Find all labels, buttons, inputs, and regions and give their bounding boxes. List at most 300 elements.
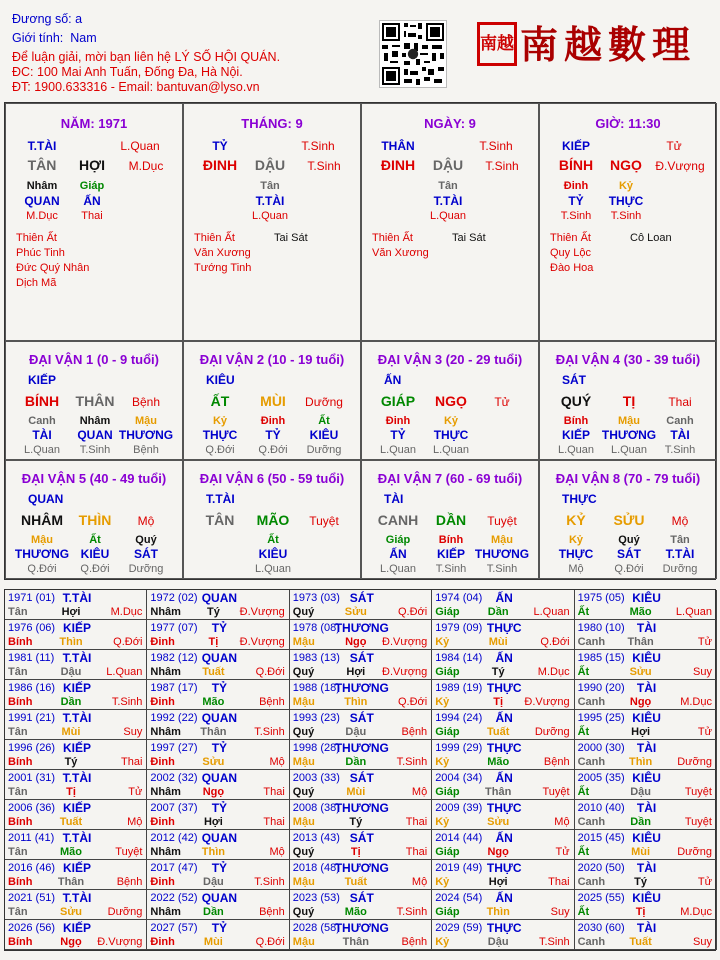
year-label: 1989 (19): [435, 682, 483, 694]
year-cell: [432, 620, 574, 650]
pillar-chi: DẬU: [254, 157, 286, 173]
year-cell: [575, 800, 717, 830]
year-label: 1984 (14): [435, 652, 483, 664]
year-stage: Thai: [263, 786, 285, 798]
dai-van-star: THỰC: [562, 492, 597, 506]
year-chi: Tuất: [629, 936, 652, 948]
year-cell: [290, 830, 432, 860]
hidden-stage: T.Sinh: [560, 210, 592, 222]
year-star: TÀI: [636, 621, 657, 635]
dai-van-stage: Tuyệt: [487, 514, 517, 528]
year-chi: Ngọ: [345, 636, 367, 648]
shen-sha: Đào Hoa: [550, 262, 594, 274]
year-stage: Bệnh: [543, 756, 570, 768]
year-label: 2027 (57): [150, 922, 198, 934]
pillar-can-star-2: L.Quan: [120, 139, 160, 153]
year-can: Mậu: [292, 936, 315, 948]
year-label: 2028 (58): [292, 922, 340, 934]
year-cell: [432, 680, 574, 710]
dai-van-chi: NGỌ: [435, 393, 467, 409]
year-can: Canh: [577, 756, 606, 768]
year-stage: Thai: [405, 816, 428, 828]
year-stage: Mộ: [554, 816, 570, 828]
year-cell: [290, 800, 432, 830]
dai-van-can: BÍNH: [24, 393, 60, 409]
year-can: Mậu: [292, 636, 315, 648]
hidden-stage: Q.Đới: [205, 444, 235, 456]
year-cell: [575, 740, 717, 770]
shen-sha: Văn Xương: [372, 247, 429, 259]
pillar-title: THÁNG: 9: [241, 116, 303, 131]
year-label: 2025 (55): [577, 892, 625, 904]
year-stage: T.Sinh: [396, 906, 428, 918]
year-label: 1985 (15): [577, 652, 625, 664]
year-stage: Suy: [693, 666, 712, 678]
hidden-stem: Mậu: [618, 415, 640, 427]
year-can: Đinh: [150, 696, 175, 708]
year-can: Canh: [577, 876, 606, 888]
year-star: ẤN: [495, 651, 513, 665]
dai-van-can: TÂN: [205, 512, 235, 528]
year-star: KIẾP: [62, 681, 92, 695]
brand-logo-text: 南越數理: [520, 22, 697, 67]
dai-van-chi: DẦN: [435, 512, 467, 528]
pillar-title: NGÀY: 9: [424, 116, 476, 131]
year-label: 1976 (06): [8, 622, 56, 634]
year-cell: [432, 770, 574, 800]
dai-van-star: QUAN: [28, 492, 64, 506]
hidden-star: TỶ: [265, 428, 281, 442]
hidden-stage: Bệnh: [133, 444, 159, 456]
year-star: KIÊU: [632, 771, 661, 785]
year-label: 1994 (24): [435, 712, 483, 724]
hidden-star: TÀI: [32, 428, 52, 442]
hidden-stage: L.Quan: [251, 210, 289, 222]
year-can: Giáp: [435, 906, 460, 918]
dai-van-can: CANH: [377, 512, 419, 528]
hidden-stem: Tân: [260, 180, 280, 192]
year-can: Bính: [8, 936, 33, 948]
year-cell: [575, 860, 717, 890]
year-stage: M.Dục: [110, 606, 143, 618]
year-label: 2029 (59): [435, 922, 483, 934]
year-cell: [5, 860, 147, 890]
year-stage: Mộ: [411, 786, 428, 798]
pillar-chi: DẬU: [432, 157, 464, 173]
year-can: Ất: [577, 846, 590, 858]
year-can: Kỷ: [435, 696, 450, 708]
year-chi: Thân: [627, 636, 654, 648]
year-chi: Tị: [635, 906, 646, 918]
hidden-stage: L.Quan: [379, 444, 417, 456]
year-stage: Đ.Vượng: [524, 696, 570, 708]
year-label: 1992 (22): [150, 712, 198, 724]
hidden-stem: Ất: [89, 534, 101, 546]
year-chi: Tị: [208, 636, 219, 648]
year-star: THỰC: [486, 621, 522, 635]
year-stage: Suy: [123, 726, 143, 738]
year-chi: Mùi: [203, 936, 223, 948]
year-cell: [575, 770, 717, 800]
year-stage: L.Quan: [675, 606, 712, 618]
hidden-stem: Kỷ: [618, 180, 634, 192]
year-cell: [5, 830, 147, 860]
hidden-stage: Q.Đới: [27, 563, 57, 575]
hidden-stage: L.Quan: [254, 563, 292, 575]
pillar-can-star-2: Tử: [666, 139, 682, 153]
year-stage: T.Sinh: [254, 726, 285, 738]
year-star: THƯƠNG: [334, 861, 389, 875]
year-stage: Tử: [555, 846, 570, 858]
dai-van-2: [183, 341, 361, 460]
dai-van-8: [539, 460, 717, 579]
year-chi: Tý: [491, 666, 505, 678]
pillar-chi-stage: T.Sinh: [307, 159, 341, 173]
year-label: 1975 (05): [577, 592, 625, 604]
year-stage: T.Sinh: [396, 756, 428, 768]
dai-van-chi: TỊ: [622, 393, 636, 409]
year-chi: Mùi: [631, 846, 651, 858]
hidden-star: T.TÀI: [255, 194, 285, 208]
pillar-can: ĐINH: [202, 157, 238, 173]
year-label: 1986 (16): [8, 682, 56, 694]
year-star: ẤN: [495, 891, 513, 905]
year-label: 1972 (02): [150, 592, 198, 604]
hidden-star: THỰC: [558, 547, 594, 561]
hidden-stage: T.Sinh: [610, 210, 642, 222]
year-cell: [432, 830, 574, 860]
shen-sha: Thiên Ất: [372, 232, 413, 244]
year-stage: L.Quan: [533, 606, 570, 618]
year-star: KIẾP: [62, 861, 92, 875]
year-label: 1983 (13): [292, 652, 340, 664]
year-chi: Thìn: [344, 696, 368, 708]
year-stage: Đ.Vượng: [382, 666, 428, 678]
year-chi: Tị: [66, 786, 76, 798]
dai-van-title: ĐẠI VẬN 7 (60 - 69 tuổi): [377, 471, 523, 486]
hidden-stem: Quý: [618, 534, 640, 546]
year-star: T.TÀI: [62, 591, 92, 605]
year-star: KIẾP: [62, 741, 92, 755]
year-can: Bính: [8, 636, 33, 648]
year-star: TỶ: [211, 741, 228, 755]
dai-van-3: [361, 341, 539, 460]
hidden-star: KIẾP: [561, 428, 591, 442]
year-cell: [5, 890, 147, 920]
year-cell: [147, 860, 289, 890]
year-stage: Đ.Vượng: [239, 636, 285, 648]
shen-sha: Dịch Mã: [16, 277, 57, 289]
year-star: ẤN: [495, 771, 513, 785]
year-star: T.TÀI: [62, 771, 92, 785]
hidden-stem: Kỷ: [568, 534, 584, 546]
hidden-stem: Mậu: [31, 534, 53, 546]
year-star: QUAN: [201, 831, 238, 845]
year-chi: Mùi: [346, 786, 366, 798]
year-cell: [432, 800, 574, 830]
dai-van-can: ẤT: [210, 393, 230, 409]
hidden-star: THƯƠNG: [474, 547, 530, 561]
year-star: QUAN: [201, 651, 238, 665]
dai-van-chi: SỬU: [613, 512, 645, 528]
year-label: 2014 (44): [435, 832, 483, 844]
year-chi: Mùi: [61, 726, 81, 738]
year-chi: Thân: [57, 876, 85, 888]
year-label: 2021 (51): [8, 892, 56, 904]
year-label: 1987 (17): [150, 682, 198, 694]
year-can: Canh: [577, 816, 606, 828]
year-can: Tân: [8, 726, 28, 738]
year-label: 2015 (45): [577, 832, 625, 844]
pillar-can: BÍNH: [558, 157, 594, 173]
hidden-star: SÁT: [617, 547, 641, 561]
hidden-star: KIÊU: [258, 547, 288, 561]
year-star: SÁT: [349, 651, 374, 665]
year-cell: [575, 680, 717, 710]
pillar-can-star: THÂN: [381, 139, 415, 153]
year-chi: Tý: [634, 876, 648, 888]
hidden-star: QUAN: [24, 194, 60, 208]
year-label: 2004 (34): [435, 772, 483, 784]
year-label: 2026 (56): [8, 922, 56, 934]
year-stage: M.Dục: [680, 696, 712, 708]
dai-van-5: [5, 460, 183, 579]
hidden-stem: Tân: [670, 534, 690, 546]
year-stage: Q.Đới: [255, 666, 285, 678]
year-can: Bính: [8, 876, 33, 888]
year-label: 1978 (08): [292, 622, 340, 634]
qr-code: [379, 20, 447, 88]
dai-van-chi: THÂN: [75, 393, 115, 409]
hidden-stage: M.Dục: [26, 210, 58, 222]
year-star: TỶ: [211, 861, 228, 875]
year-cell: [5, 620, 147, 650]
contact-line-3: ĐT: 1900.633316 - Email: bantuvan@lyso.vn: [12, 80, 260, 94]
year-can: Ất: [577, 906, 590, 918]
year-label: 1973 (03): [292, 592, 340, 604]
pillar-2: [183, 103, 361, 341]
year-chi: Hợi: [631, 726, 651, 738]
hidden-stage: L.Quan: [432, 444, 470, 456]
year-chi: Thìn: [486, 906, 510, 918]
year-cell: [575, 620, 717, 650]
year-stage: Q.Đới: [397, 696, 428, 708]
shen-sha: Tai Sát: [274, 232, 308, 244]
hidden-star: THỰC: [202, 428, 238, 442]
year-star: TÀI: [636, 741, 657, 755]
year-can: Tân: [8, 606, 28, 618]
year-can: Đinh: [150, 756, 175, 768]
year-label: 1993 (23): [292, 712, 340, 724]
year-cell: [575, 710, 717, 740]
shen-sha: Thiên Ất: [16, 232, 57, 244]
year-stage: Đ.Vượng: [97, 936, 143, 948]
hidden-stage: Thai: [81, 210, 103, 222]
year-label: 2005 (35): [577, 772, 625, 784]
year-star: ẤN: [495, 591, 513, 605]
year-star: QUAN: [201, 591, 238, 605]
year-can: Nhâm: [150, 906, 181, 918]
year-can: Mậu: [292, 876, 315, 888]
year-can: Ất: [577, 666, 590, 678]
year-star: KIÊU: [632, 651, 661, 665]
year-cell: [290, 770, 432, 800]
year-star: KIÊU: [632, 591, 661, 605]
year-stage: Dưỡng: [534, 726, 570, 738]
year-label: 1977 (07): [150, 622, 198, 634]
year-chi: Mão: [344, 906, 367, 918]
hidden-stage: Dưỡng: [306, 444, 342, 456]
hidden-stage: Q.Đới: [80, 563, 110, 575]
hidden-star: ẤN: [83, 194, 101, 208]
year-chi: Dậu: [203, 876, 224, 888]
year-cell: [575, 920, 717, 950]
year-star: TỶ: [211, 621, 228, 635]
dai-van-title: ĐẠI VẬN 4 (30 - 39 tuổi): [555, 352, 701, 367]
year-can: Nhâm: [150, 606, 181, 618]
year-label: 2002 (32): [150, 772, 198, 784]
hidden-stem: Giáp: [79, 180, 105, 192]
year-star: THƯƠNG: [334, 801, 389, 815]
year-cell: [290, 890, 432, 920]
year-cell: [290, 740, 432, 770]
year-star: T.TÀI: [62, 651, 92, 665]
shen-sha: Đức Quý Nhân: [16, 262, 90, 274]
year-can: Quý: [292, 786, 315, 798]
year-star: KIẾP: [62, 921, 92, 935]
year-chi: Ngọ: [629, 696, 652, 708]
year-can: Kỷ: [435, 756, 450, 768]
year-label: 2010 (40): [577, 802, 625, 814]
year-cell: [432, 860, 574, 890]
hidden-stem: Kỷ: [443, 415, 459, 427]
year-cell: [290, 620, 432, 650]
shen-sha: Tướng Tinh: [194, 262, 252, 274]
hidden-star: KIÊU: [309, 428, 339, 442]
year-star: SÁT: [349, 591, 374, 605]
year-can: Bính: [8, 756, 33, 768]
year-can: Ất: [577, 786, 590, 798]
dai-van-title: ĐẠI VẬN 2 (10 - 19 tuổi): [199, 352, 345, 367]
dai-van-title: ĐẠI VẬN 3 (20 - 29 tuổi): [377, 352, 523, 367]
hidden-stem: Tân: [438, 180, 458, 192]
year-can: Mậu: [292, 756, 315, 768]
dai-van-stage: Mộ: [137, 514, 155, 528]
year-star: KIẾP: [62, 621, 92, 635]
year-can: Bính: [8, 816, 33, 828]
hidden-stage: T.Sinh: [664, 444, 696, 456]
year-chi: Dần: [203, 906, 224, 918]
dai-van-star: ẤN: [384, 373, 402, 387]
year-cell: [5, 800, 147, 830]
year-chi: Hợi: [61, 606, 81, 618]
year-label: 1982 (12): [150, 652, 198, 664]
year-label: 1974 (04): [435, 592, 483, 604]
year-can: Đinh: [150, 816, 175, 828]
hidden-stem: Quý: [135, 534, 157, 546]
dai-van-chi: MÃO: [256, 512, 290, 528]
id-line: [12, 12, 82, 26]
hidden-stem: Ất: [318, 415, 330, 427]
year-star: THƯƠNG: [334, 681, 389, 695]
year-chi: Mão: [487, 756, 510, 768]
pillar-can: TÂN: [27, 157, 57, 173]
dai-van-stage: Thai: [668, 395, 692, 409]
pillar-chi-stage: T.Sinh: [485, 159, 519, 173]
year-cell: [5, 770, 147, 800]
year-cell: [575, 830, 717, 860]
year-cell: [5, 740, 147, 770]
year-chi: Tý: [206, 606, 220, 618]
hidden-star: KIÊU: [80, 547, 110, 561]
year-stage: Thai: [120, 756, 143, 768]
year-chi: Tuất: [59, 816, 83, 828]
year-stage: Tử: [128, 786, 143, 798]
year-cell: [5, 710, 147, 740]
hidden-stage: Q.Đới: [614, 563, 644, 575]
year-cell: [147, 770, 289, 800]
hidden-stem: Canh: [666, 415, 694, 427]
year-stage: Tử: [697, 726, 712, 738]
year-can: Nhâm: [150, 726, 181, 738]
hidden-star: T.TÀI: [665, 547, 695, 561]
shen-sha: Phúc Tinh: [16, 247, 65, 259]
hidden-star: TÀI: [670, 428, 690, 442]
year-cell: [5, 680, 147, 710]
dai-van-star: SÁT: [562, 373, 586, 387]
dai-van-4: [539, 341, 717, 460]
year-cell: [5, 590, 147, 620]
year-label: 1981 (11): [8, 652, 55, 664]
hidden-stage: Q.Đới: [258, 444, 288, 456]
contact-line-2: ĐC: 100 Mai Anh Tuấn, Đống Đa, Hà Nội.: [12, 65, 243, 79]
year-can: Đinh: [150, 936, 175, 948]
hidden-stage: L.Quan: [379, 563, 417, 575]
hidden-star: TỶ: [390, 428, 406, 442]
year-chi: Sửu: [487, 816, 510, 828]
hidden-stage: T.Sinh: [435, 563, 467, 575]
pillar-can-star-2: T.Sinh: [301, 139, 335, 153]
gender-line: [12, 31, 97, 45]
year-chi: Ngọ: [60, 936, 82, 948]
year-can: Tân: [8, 666, 28, 678]
year-chi: Dậu: [487, 936, 509, 948]
year-star: SÁT: [349, 891, 374, 905]
year-cell: [432, 710, 574, 740]
year-cell: [147, 620, 289, 650]
year-label: 2012 (42): [150, 832, 198, 844]
year-stage: Mộ: [269, 756, 285, 768]
year-chi: Tý: [64, 756, 78, 768]
year-can: Bính: [8, 696, 33, 708]
year-stage: Đ.Vượng: [239, 606, 285, 618]
year-cell: [575, 650, 717, 680]
hidden-star: THỰC: [608, 194, 644, 208]
hidden-stage: L.Quan: [23, 444, 61, 456]
year-stage: T.Sinh: [254, 876, 285, 888]
year-star: SÁT: [349, 831, 374, 845]
year-label: 2006 (36): [8, 802, 56, 814]
year-chi: Thìn: [201, 846, 225, 858]
hidden-stem: Nhâm: [79, 415, 111, 427]
year-chi: Tị: [493, 696, 504, 708]
year-label: 1991 (21): [8, 712, 56, 724]
year-stage: Bệnh: [401, 936, 428, 948]
hidden-stem: Nhâm: [26, 180, 58, 192]
shen-sha: Tai Sát: [452, 232, 486, 244]
year-cell: [290, 920, 432, 950]
year-cell: [290, 710, 432, 740]
